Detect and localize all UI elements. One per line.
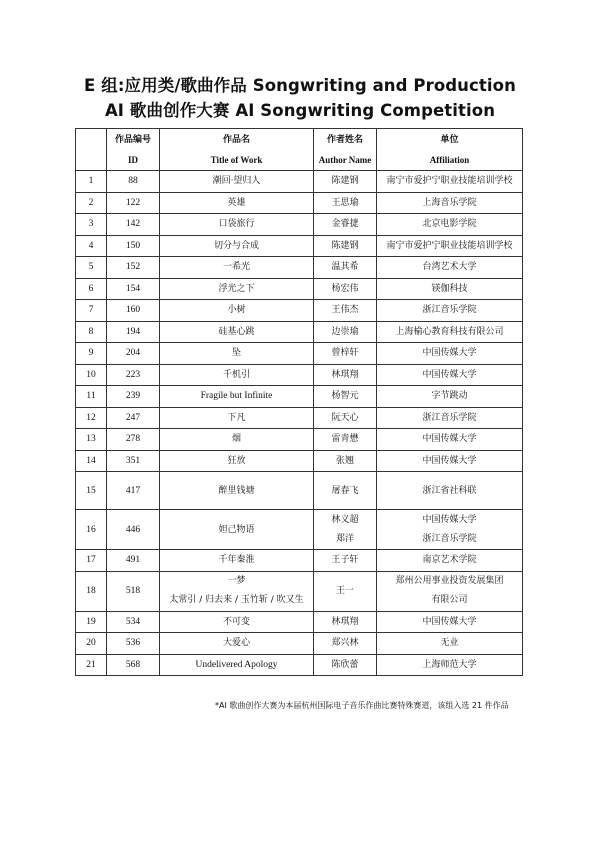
row-number: 21 (76, 654, 107, 676)
row-id: 351 (107, 450, 160, 472)
row-id: 160 (107, 300, 160, 322)
row-title: 切分与合成 (160, 235, 314, 257)
table-row (76, 343, 523, 365)
row-id: 154 (107, 278, 160, 300)
row-author: 阮天心 (314, 407, 377, 429)
row-id: 150 (107, 235, 160, 257)
table-header-row (76, 129, 523, 151)
row-number: 20 (76, 633, 107, 655)
table-row (76, 429, 523, 451)
row-number: 6 (76, 278, 107, 300)
header-author-cn: 作者姓名 (314, 129, 377, 151)
row-title: 狂放 (160, 450, 314, 472)
row-author: 温其希 (314, 257, 377, 279)
row-author: 王子轩 (314, 550, 377, 572)
table-row (76, 214, 523, 236)
table-row (76, 235, 523, 257)
table-row (76, 510, 523, 550)
header-id-cn: 作品编号 (107, 129, 160, 151)
row-titles (160, 571, 314, 611)
table-row (76, 364, 523, 386)
header-blank (76, 129, 107, 151)
table-row (76, 611, 523, 633)
footnote: *AI 歌曲创作大赛为本届杭州国际电子音乐作曲比赛特殊赛道，该组入选 21 件作品 (215, 701, 509, 710)
row-affiliation: 浙江省社科联 (377, 472, 523, 510)
row-number: 16 (76, 510, 107, 550)
row-author: 郑兴林 (314, 633, 377, 655)
row-title: 千机引 (160, 364, 314, 386)
row-author: 杨宏伟 (314, 278, 377, 300)
row-number: 3 (76, 214, 107, 236)
row-subtitle: 太常引 / 归去来 / 玉竹斩 / 吹又生 (169, 595, 304, 605)
page-title: E 组:应用类/歌曲作品 Songwriting and Production (84, 76, 516, 95)
row-id: 204 (107, 343, 160, 365)
header-id-en: ID (107, 150, 160, 171)
row-title: Undelivered Apology (160, 654, 314, 676)
results-table (75, 128, 523, 676)
table-row (76, 257, 523, 279)
row-affiliations (377, 510, 523, 550)
row-number: 17 (76, 550, 107, 572)
table-row (76, 450, 523, 472)
row-affiliation: 中国传媒大学 (377, 364, 523, 386)
row-id: 278 (107, 429, 160, 451)
row-affiliation: 镁伽科技 (377, 278, 523, 300)
header-blank-2 (76, 150, 107, 171)
header-author-en: Author Name (314, 150, 377, 171)
row-affiliation: 上海榆心教育科技有限公司 (377, 321, 523, 343)
row-title: 硅基心跳 (160, 321, 314, 343)
row-affiliation: 上海音乐学院 (377, 192, 523, 214)
row-author: 曾梓轩 (314, 343, 377, 365)
table-row (76, 278, 523, 300)
row-affiliation: 南京艺术学院 (377, 550, 523, 572)
row-affiliation: 中国传媒大学 (377, 450, 523, 472)
row-id: 491 (107, 550, 160, 572)
header-aff-cn: 单位 (377, 129, 523, 151)
row-title: 不可变 (160, 611, 314, 633)
table-row (76, 386, 523, 408)
row-number: 15 (76, 472, 107, 510)
table-row (76, 550, 523, 572)
row-affiliation: 中国传媒大学 (377, 611, 523, 633)
row-id: 568 (107, 654, 160, 676)
table-row (76, 633, 523, 655)
row-number: 10 (76, 364, 107, 386)
row-affiliation: 南宁市爱护宁职业技能培训学校 (377, 235, 523, 257)
header-title-en: Title of Work (160, 150, 314, 171)
row-number: 1 (76, 171, 107, 193)
row-author: 金睿捷 (314, 214, 377, 236)
table-row (76, 407, 523, 429)
row-id: 142 (107, 214, 160, 236)
row-author: 屠春飞 (314, 472, 377, 510)
row-title: 潮回·望归人 (160, 171, 314, 193)
table-row (76, 654, 523, 676)
row-id: 446 (107, 510, 160, 550)
row-title: 英雄 (160, 192, 314, 214)
row-number: 8 (76, 321, 107, 343)
header-title-cn: 作品名 (160, 129, 314, 151)
row-title: 浮光之下 (160, 278, 314, 300)
row-id: 417 (107, 472, 160, 510)
row-id: 536 (107, 633, 160, 655)
row-affiliation: 字节跳动 (377, 386, 523, 408)
row-author: 王思瑜 (314, 192, 377, 214)
page-subtitle: AI 歌曲创作大赛 AI Songwriting Competition (104, 101, 496, 120)
row-author: 王一 (314, 571, 377, 611)
row-author: 郑洋 (335, 533, 354, 544)
row-author: 陈欣蕾 (314, 654, 377, 676)
row-id: 239 (107, 386, 160, 408)
row-affiliation: 浙江音乐学院 (377, 407, 523, 429)
row-number: 12 (76, 407, 107, 429)
row-title: 小树 (160, 300, 314, 322)
row-author: 张翘 (314, 450, 377, 472)
row-id: 122 (107, 192, 160, 214)
table-row (76, 571, 523, 611)
row-title: 烟 (160, 429, 314, 451)
table-header-row-en (76, 150, 523, 171)
table-row (76, 171, 523, 193)
row-authors (314, 510, 377, 550)
row-number: 7 (76, 300, 107, 322)
row-id: 88 (107, 171, 160, 193)
row-affiliation: 无业 (377, 633, 523, 655)
row-author: 林琪翔 (314, 364, 377, 386)
row-number: 11 (76, 386, 107, 408)
table-row (76, 472, 523, 510)
row-title: 下凡 (160, 407, 314, 429)
row-number: 14 (76, 450, 107, 472)
row-title: 大爱心 (160, 633, 314, 655)
row-id: 223 (107, 364, 160, 386)
row-author: 王伟杰 (314, 300, 377, 322)
row-affiliation: 郑州公用事业投资发展集团 (395, 576, 504, 586)
row-affiliation: 中国传媒大学 (377, 429, 523, 451)
row-affiliation: 浙江音乐学院 (422, 533, 477, 544)
row-author: 边崇瑜 (314, 321, 377, 343)
row-author: 杨智元 (314, 386, 377, 408)
row-title: Fragile but Infinite (160, 386, 314, 408)
header-aff-en: Affiliation (377, 150, 523, 171)
table-row (76, 192, 523, 214)
row-author: 陈建钢 (314, 235, 377, 257)
row-title: 坠 (160, 343, 314, 365)
table-row (76, 321, 523, 343)
row-id: 247 (107, 407, 160, 429)
row-title: 口袋旅行 (160, 214, 314, 236)
row-id: 194 (107, 321, 160, 343)
row-author: 陈建钢 (314, 171, 377, 193)
row-title: 妲己物语 (160, 510, 314, 550)
row-title: 千年秦淮 (160, 550, 314, 572)
row-author: 林琪翔 (314, 611, 377, 633)
row-affiliations (377, 571, 523, 611)
row-number: 9 (76, 343, 107, 365)
row-author: 雷青懋 (314, 429, 377, 451)
row-affiliation: 上海师范大学 (377, 654, 523, 676)
row-title: 醉里钱塘 (160, 472, 314, 510)
row-affiliation: 中国传媒大学 (377, 343, 523, 365)
row-affiliation: 有限公司 (431, 595, 468, 605)
row-id: 518 (107, 571, 160, 611)
table-row (76, 300, 523, 322)
row-affiliation: 北京电影学院 (377, 214, 523, 236)
row-affiliation: 中国传媒大学 (422, 514, 477, 525)
row-id: 152 (107, 257, 160, 279)
row-number: 5 (76, 257, 107, 279)
row-number: 18 (76, 571, 107, 611)
row-number: 4 (76, 235, 107, 257)
row-affiliation: 南宁市爱护宁职业技能培训学校 (377, 171, 523, 193)
row-title: 一希光 (160, 257, 314, 279)
row-affiliation: 浙江音乐学院 (377, 300, 523, 322)
row-title: 一梦 (227, 576, 246, 586)
row-number: 2 (76, 192, 107, 214)
row-number: 19 (76, 611, 107, 633)
row-number: 13 (76, 429, 107, 451)
row-id: 534 (107, 611, 160, 633)
row-affiliation: 台湾艺术大学 (377, 257, 523, 279)
row-author: 林义超 (331, 514, 359, 525)
